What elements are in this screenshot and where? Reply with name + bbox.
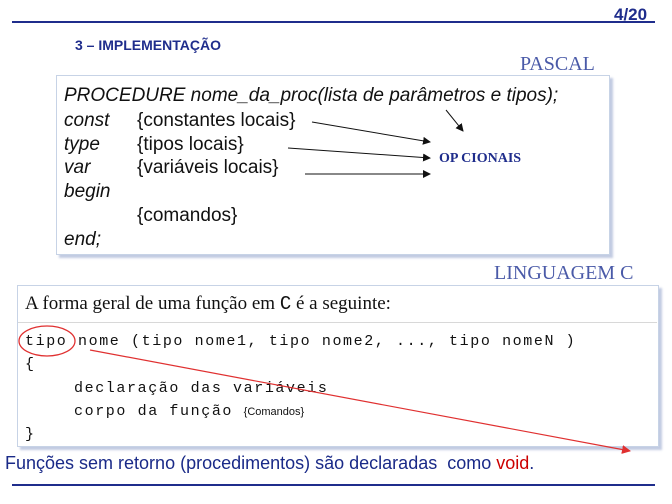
optional-label: OP CIONAIS bbox=[439, 151, 522, 166]
pascal-keyword-end: end; bbox=[64, 229, 101, 250]
pascal-text-comandos: {comandos} bbox=[137, 205, 238, 226]
void-to-tipo-arrow bbox=[90, 350, 630, 451]
footer-sentence bbox=[5, 453, 534, 474]
pascal-keyword-var: var bbox=[64, 157, 91, 178]
c-type-keyword: tipo bbox=[25, 333, 68, 350]
c-label: LINGUAGEM C bbox=[494, 262, 634, 284]
pascal-keyword-const: const bbox=[64, 110, 110, 131]
c-intro-before: A forma geral de uma função em bbox=[25, 293, 280, 314]
pascal-text-const: {constantes locais} bbox=[137, 110, 296, 131]
page-number: 4/20 bbox=[614, 5, 648, 24]
c-body-note: {Comandos} bbox=[243, 406, 305, 418]
pascal-text-var: {variáveis locais} bbox=[137, 157, 279, 178]
pascal-header: PROCEDURE nome_da_proc(lista de parâmetros e tipos); bbox=[64, 85, 559, 106]
c-body-line-2-text: corpo da função bbox=[74, 403, 234, 420]
footer-text: Funções sem retorno (procedimentos) são declaradas como bbox=[5, 453, 497, 473]
c-body-line-1: declaração das variáveis bbox=[74, 380, 329, 397]
c-intro-code: C bbox=[279, 293, 292, 315]
pascal-keyword-type: type bbox=[64, 134, 100, 155]
section-title: 3 – IMPLEMENTAÇÃO bbox=[75, 37, 221, 53]
c-signature-rest: nome (tipo nome1, tipo nome2, ..., tipo nomeN ) bbox=[67, 333, 577, 350]
footer-void-keyword: void bbox=[496, 453, 530, 473]
pascal-keyword-begin: begin bbox=[64, 181, 111, 202]
footer-end: . bbox=[529, 453, 535, 473]
c-open-brace: { bbox=[25, 356, 36, 373]
c-close-brace: } bbox=[25, 426, 36, 443]
pascal-text-type: {tipos locais} bbox=[137, 134, 244, 155]
bottom-rule bbox=[12, 484, 655, 486]
c-intro-after: é a seguinte: bbox=[291, 293, 391, 314]
tipo-highlight-ellipse bbox=[19, 326, 75, 356]
pascal-label: PASCAL bbox=[520, 53, 595, 75]
